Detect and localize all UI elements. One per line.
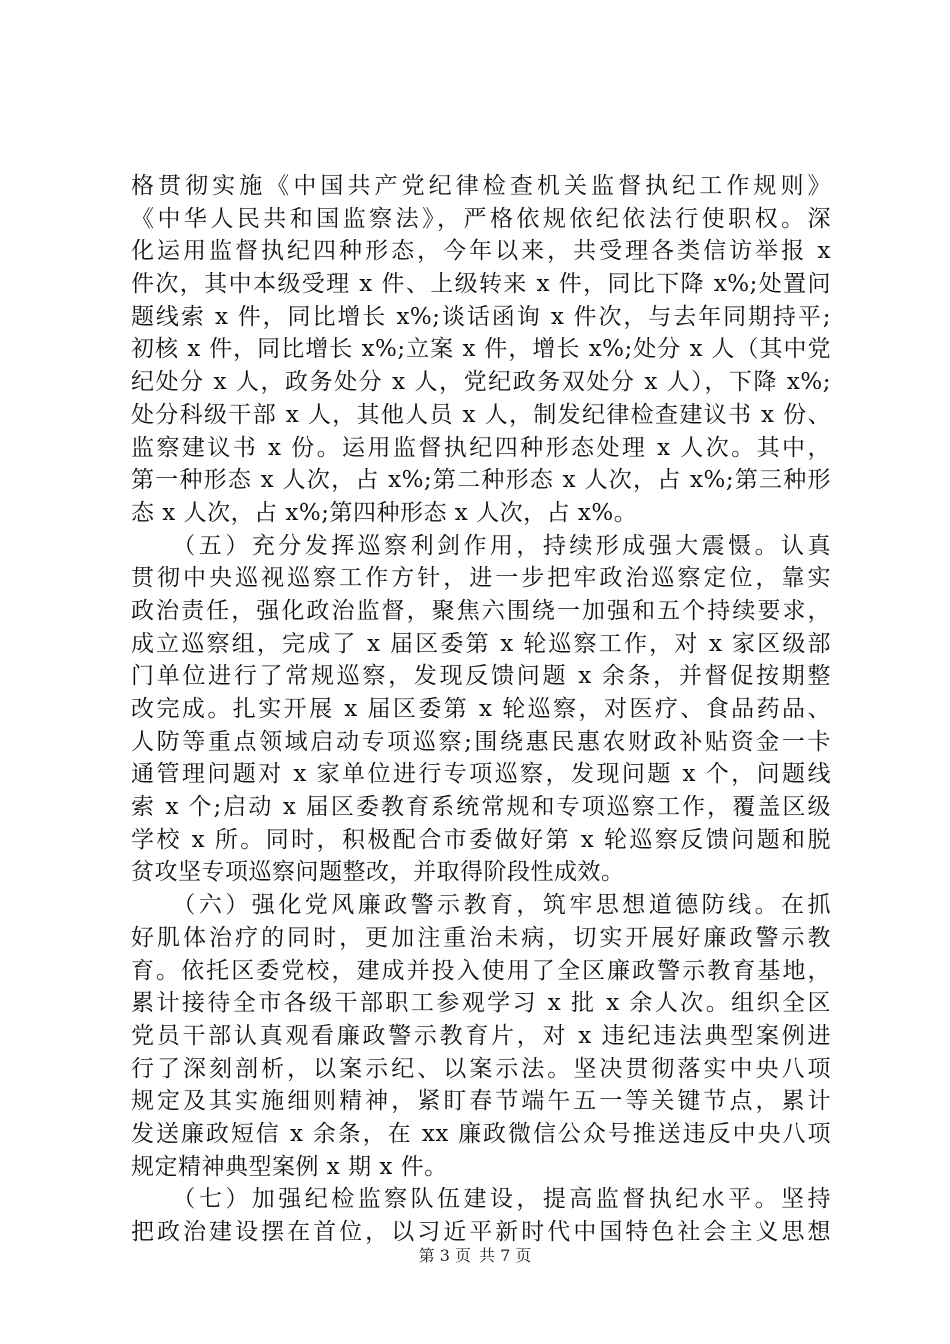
text-line: 态 x 人次，占 x%;第四种形态 x 人次，占 x%。: [131, 499, 638, 526]
page-total: 共 7 页: [479, 1246, 532, 1265]
text-line: 格贯彻实施《中国共产党纪律检查机关监督执纪工作规则》: [131, 173, 831, 199]
text-line: 监察建议书 x 份。运用监督执纪四种形态处理 x 人次。其中，: [131, 434, 831, 461]
text-line: 成立巡察组，完成了 x 届区委第 x 轮巡察工作，对 x 家区级部: [131, 630, 831, 657]
text-line: 纪处分 x 人，政务处分 x 人，党纪政务双处分 x 人），下降 x%;: [131, 369, 831, 396]
text-line: 学校 x 所。同时，积极配合市委做好第 x 轮巡察反馈问题和脱: [131, 826, 831, 853]
text-line: 规定及其实施细则精神，紧盯春节端午五一等关键节点，累计: [131, 1088, 831, 1115]
text-line: 《中华人民共和国监察法》，严格依规依纪依法行使职权。深: [131, 205, 831, 232]
text-line: 第一种形态 x 人次，占 x%;第二种形态 x 人次，占 x%;第三种形: [131, 467, 831, 494]
text-line: 累计接待全市各级干部职工参观学习 x 批 x 余人次。组织全区: [131, 990, 831, 1017]
text-line: （七）加强纪检监察队伍建设，提高监督执纪水平。坚持: [131, 1186, 831, 1213]
text-line: 党员干部认真观看廉政警示教育片，对 x 违纪违法典型案例进: [131, 1022, 831, 1049]
text-line: 通管理问题对 x 家单位进行专项巡察，发现问题 x 个，问题线: [131, 761, 831, 788]
text-line: （五）充分发挥巡察利剑作用，持续形成强大震慑。认真: [131, 532, 831, 559]
text-line: （六）强化党风廉政警示教育，筑牢思想道德防线。在抓: [131, 892, 831, 919]
text-line: 件次，其中本级受理 x 件、上级转来 x 件，同比下降 x%;处置问: [131, 271, 831, 298]
text-line: 索 x 个;启动 x 届区委教育系统常规和专项巡察工作，覆盖区级: [131, 794, 831, 821]
text-line: 贫攻坚专项巡察问题整改，并取得阶段性成效。: [131, 859, 625, 886]
text-line: 化运用监督执纪四种形态，今年以来，共受理各类信访举报 x: [131, 238, 831, 265]
text-line: 发送廉政短信 x 余条，在 xx 廉政微信公众号推送违反中央八项: [131, 1120, 831, 1147]
text-line: 政治责任，强化政治监督，聚焦六围绕一加强和五个持续要求，: [131, 597, 831, 624]
text-line: 规定精神典型案例 x 期 x 件。: [131, 1153, 448, 1180]
page-number: 第 3 页: [418, 1246, 471, 1265]
page-footer: [0, 1244, 950, 1268]
text-line: 育。依托区委党校，建成并投入使用了全区廉政警示教育基地，: [131, 957, 831, 984]
text-line: 改完成。扎实开展 x 届区委第 x 轮巡察，对医疗、食品药品、: [131, 696, 831, 722]
text-line: 行了深刻剖析，以案示纪、以案示法。坚决贯彻落实中央八项: [131, 1055, 831, 1082]
text-line: 处分科级干部 x 人，其他人员 x 人，制发纪律检查建议书 x 份、: [131, 401, 831, 428]
text-line: 门单位进行了常规巡察，发现反馈问题 x 余条，并督促按期整: [131, 663, 831, 690]
text-line: 贯彻中央巡视巡察工作方针，进一步把牢政治巡察定位，靠实: [131, 565, 831, 592]
text-line: 把政治建设摆在首位，以习近平新时代中国特色社会主义思想: [131, 1219, 831, 1245]
text-line: 题线索 x 件，同比增长 x%;谈话函询 x 件次，与去年同期持平;: [131, 303, 831, 330]
text-line: 初核 x 件，同比增长 x%;立案 x 件，增长 x%;处分 x 人（其中党: [131, 336, 831, 363]
text-line: 人防等重点领域启动专项巡察;围绕惠民惠农财政补贴资金一卡: [131, 728, 831, 755]
document-body: [131, 170, 831, 1249]
text-line: 好肌体治疗的同时，更加注重治未病，切实开展好廉政警示教: [131, 924, 831, 951]
